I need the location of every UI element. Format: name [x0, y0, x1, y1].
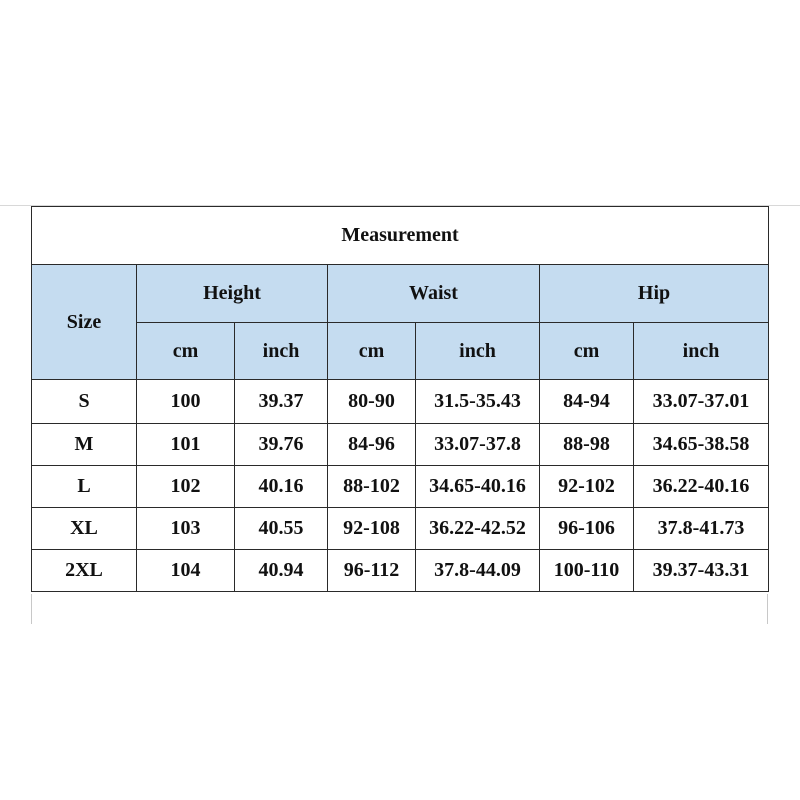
size-cell: XL	[32, 508, 137, 550]
size-cell: L	[32, 466, 137, 508]
waist-cm-cell: 84-96	[328, 424, 416, 466]
waist-inch-cell: 36.22-42.52	[416, 508, 540, 550]
table-row	[32, 508, 769, 550]
table-title: Measurement	[32, 207, 769, 265]
waist-inch-header: inch	[416, 323, 540, 380]
waist-cm-cell: 92-108	[328, 508, 416, 550]
size-cell: 2XL	[32, 550, 137, 592]
hip-inch-cell: 37.8-41.73	[634, 508, 769, 550]
hip-inch-cell: 36.22-40.16	[634, 466, 769, 508]
hip-cm-cell: 88-98	[540, 424, 634, 466]
hip-cm-cell: 100-110	[540, 550, 634, 592]
height-inch-cell: 40.94	[235, 550, 328, 592]
height-cm-cell: 101	[137, 424, 235, 466]
height-cm-cell: 104	[137, 550, 235, 592]
hip-group-header: Hip	[540, 265, 769, 323]
waist-cm-cell: 80-90	[328, 380, 416, 424]
height-cm-cell: 102	[137, 466, 235, 508]
waist-inch-cell: 33.07-37.8	[416, 424, 540, 466]
table-row	[32, 550, 769, 592]
waist-group-header: Waist	[328, 265, 540, 323]
hip-cm-cell: 92-102	[540, 466, 634, 508]
hip-cm-header: cm	[540, 323, 634, 380]
right-edge-line	[767, 594, 768, 624]
size-column-header: Size	[32, 265, 137, 380]
height-inch-cell: 40.55	[235, 508, 328, 550]
height-cm-header: cm	[137, 323, 235, 380]
hip-inch-cell: 33.07-37.01	[634, 380, 769, 424]
size-chart-table	[31, 206, 769, 592]
hip-inch-header: inch	[634, 323, 769, 380]
table-row	[32, 380, 769, 424]
left-edge-line	[31, 594, 32, 624]
hip-inch-cell: 34.65-38.58	[634, 424, 769, 466]
hip-cm-cell: 96-106	[540, 508, 634, 550]
height-inch-cell: 39.37	[235, 380, 328, 424]
waist-inch-cell: 31.5-35.43	[416, 380, 540, 424]
size-cell: S	[32, 380, 137, 424]
height-inch-cell: 40.16	[235, 466, 328, 508]
height-cm-cell: 100	[137, 380, 235, 424]
size-cell: M	[32, 424, 137, 466]
hip-cm-cell: 84-94	[540, 380, 634, 424]
height-inch-cell: 39.76	[235, 424, 328, 466]
hip-inch-cell: 39.37-43.31	[634, 550, 769, 592]
waist-cm-cell: 96-112	[328, 550, 416, 592]
waist-inch-cell: 34.65-40.16	[416, 466, 540, 508]
height-cm-cell: 103	[137, 508, 235, 550]
waist-inch-cell: 37.8-44.09	[416, 550, 540, 592]
table-row	[32, 424, 769, 466]
waist-cm-header: cm	[328, 323, 416, 380]
height-inch-header: inch	[235, 323, 328, 380]
height-group-header: Height	[137, 265, 328, 323]
table-row	[32, 466, 769, 508]
waist-cm-cell: 88-102	[328, 466, 416, 508]
